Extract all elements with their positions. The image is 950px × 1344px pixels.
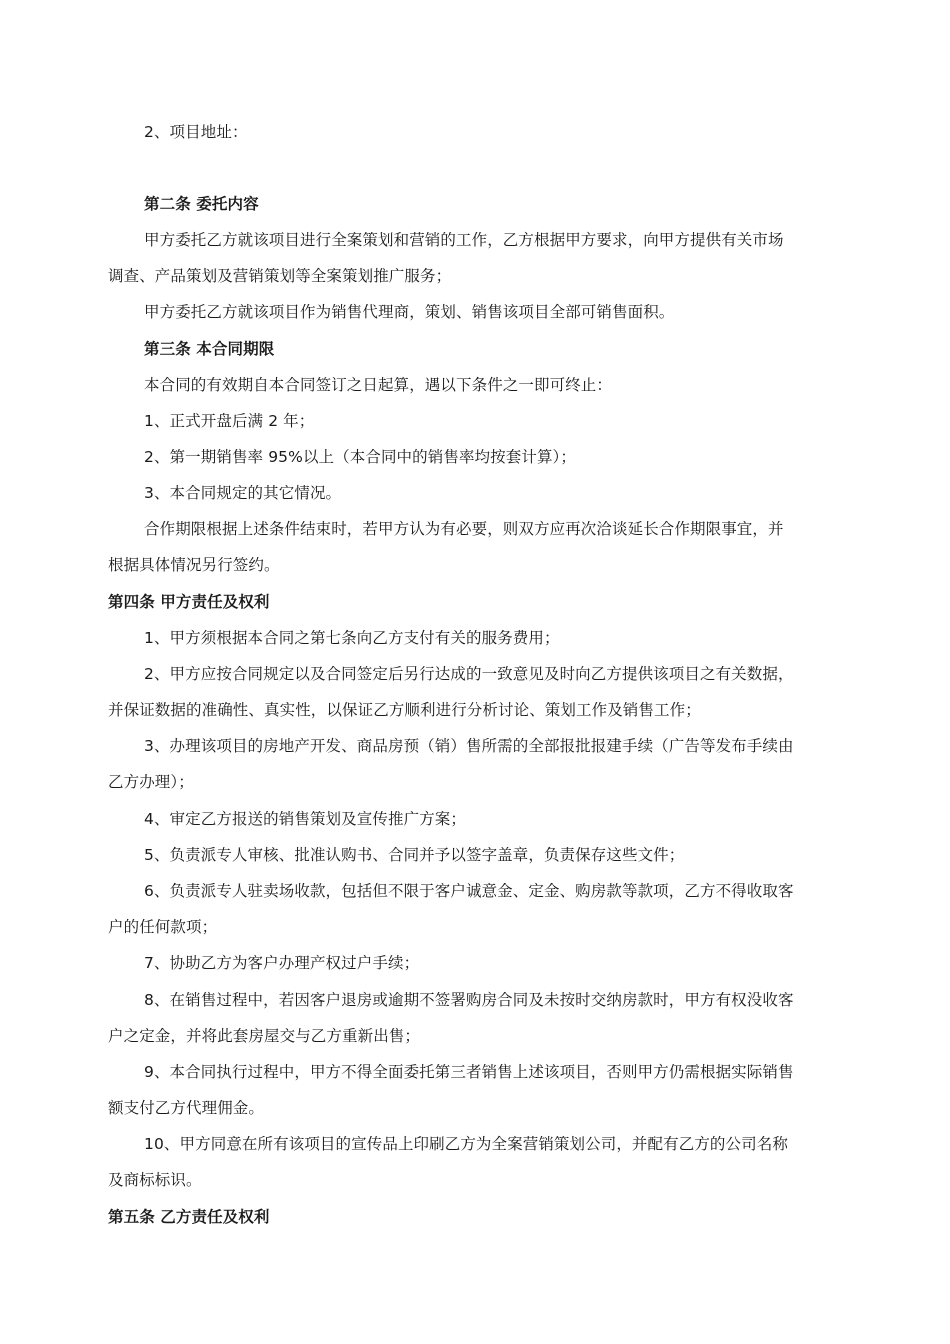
section-heading-article-4: 第四条 甲方责任及权利 (108, 593, 270, 611)
list-item: 2、第一期销售率 95%以上（本合同中的销售率均按套计算）； (144, 448, 576, 466)
paragraph-line: 根据具体情况另行签约。 (108, 556, 280, 574)
list-item: 1、正式开盘后满 2 年； (144, 412, 315, 430)
paragraph-line: 本合同的有效期自本合同签订之日起算，遇以下条件之一即可终止： (144, 376, 613, 394)
paragraph-line: 并保证数据的准确性、真实性，以保证乙方顺利进行分析讨论、策划工作及销售工作； (108, 701, 701, 719)
list-item: 1、甲方须根据本合同之第七条向乙方支付有关的服务费用； (144, 629, 560, 647)
section-heading-article-3: 第三条 本合同期限 (144, 340, 275, 358)
list-item: 2、甲方应按合同规定以及合同签定后另行达成的一致意见及时向乙方提供该项目之有关数据， (144, 665, 794, 683)
paragraph-line: 户之定金，并将此套房屋交与乙方重新出售； (108, 1027, 421, 1045)
section-heading-article-5: 第五条 乙方责任及权利 (108, 1208, 270, 1226)
paragraph-line: 额支付乙方代理佣金。 (108, 1099, 265, 1117)
list-item: 3、本合同规定的其它情况。 (144, 484, 342, 502)
list-item: 5、负责派专人审核、批准认购书、合同并予以签字盖章，负责保存这些文件； (144, 846, 685, 864)
list-item: 4、审定乙方报送的销售策划及宣传推广方案； (144, 810, 466, 828)
paragraph-line: 甲方委托乙方就该项目作为销售代理商，策划、销售该项目全部可销售面积。 (144, 303, 675, 321)
item-project-address: 2、项目地址： (144, 123, 248, 141)
list-item: 7、协助乙方为客户办理产权过户手续； (144, 954, 420, 972)
paragraph-line: 乙方办理）； (108, 773, 194, 791)
paragraph-line: 调查、产品策划及营销策划等全案策划推广服务； (108, 267, 452, 285)
list-item: 6、负责派专人驻卖场收款，包括但不限于客户诚意金、定金、购房款等款项，乙方不得收取客 (144, 882, 794, 900)
section-heading-article-2: 第二条 委托内容 (144, 195, 259, 213)
paragraph-line: 及商标标识。 (108, 1171, 202, 1189)
paragraph-line: 甲方委托乙方就该项目进行全案策划和营销的工作，乙方根据甲方要求，向甲方提供有关市场 (144, 231, 784, 249)
paragraph-line: 户的任何款项； (108, 918, 218, 936)
paragraph-line: 合作期限根据上述条件结束时，若甲方认为有必要，则双方应再次洽谈延长合作期限事宜，并 (144, 520, 784, 538)
list-item: 10、甲方同意在所有该项目的宣传品上印刷乙方为全案营销策划公司，并配有乙方的公司名称 (144, 1135, 788, 1153)
list-item: 8、在销售过程中，若因客户退房或逾期不签署购房合同及未按时交纳房款时，甲方有权没收客 (144, 991, 794, 1009)
list-item: 3、办理该项目的房地产开发、商品房预（销）售所需的全部报批报建手续（广告等发布手续由 (144, 737, 794, 755)
list-item: 9、本合同执行过程中，甲方不得全面委托第三者销售上述该项目，否则甲方仍需根据实际销售 (144, 1063, 794, 1081)
